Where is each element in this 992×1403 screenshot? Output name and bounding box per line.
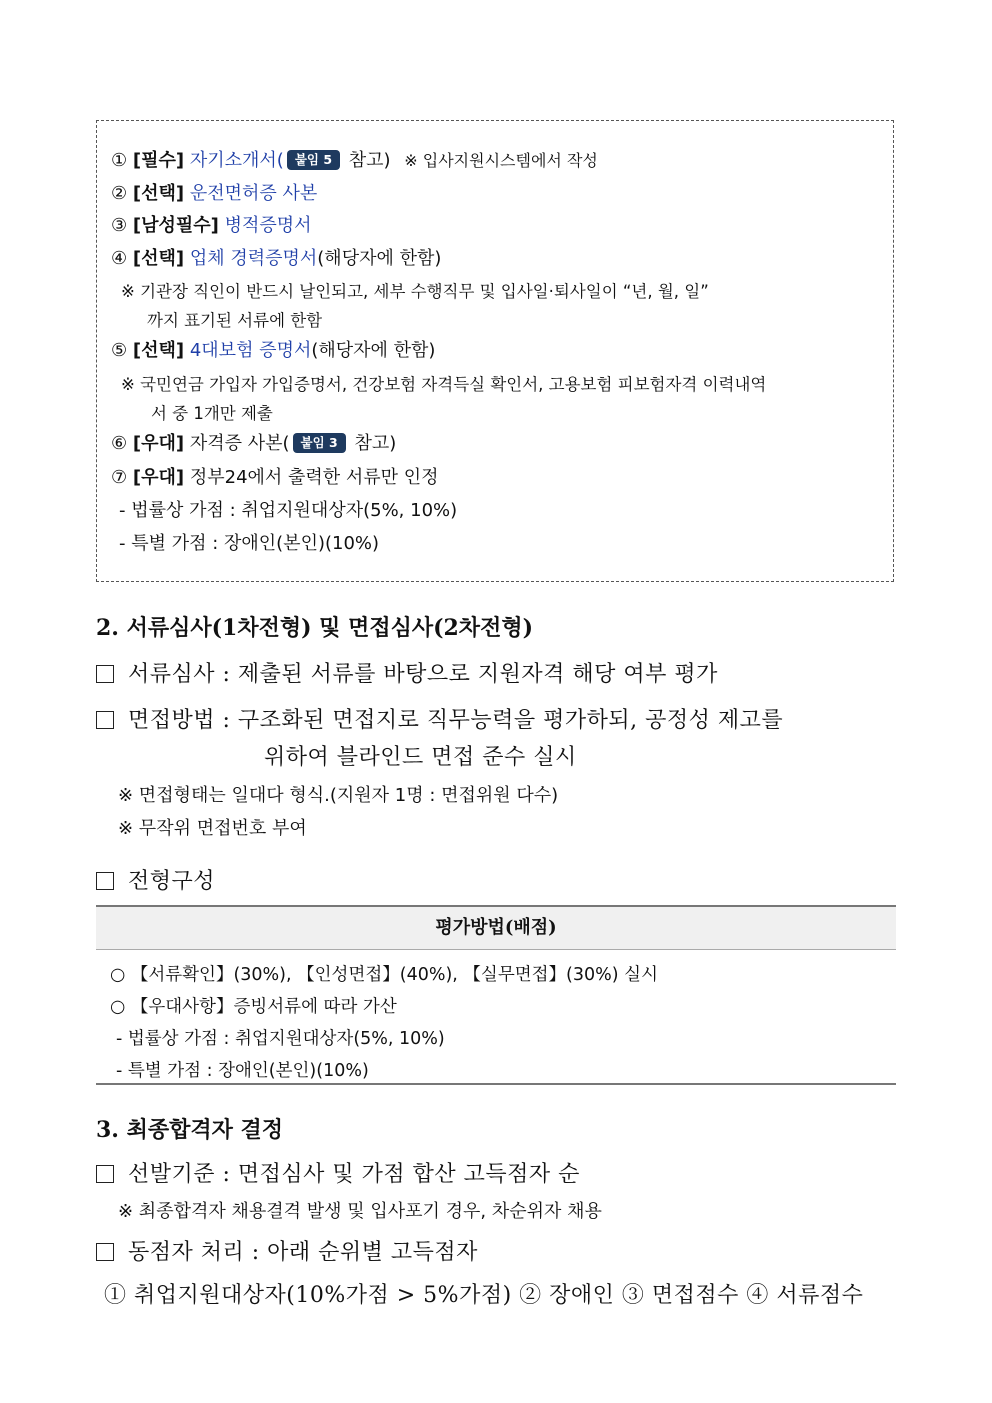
table-row: - 특별 가점 : 장애인(본인)(10%) (116, 1061, 369, 1081)
tie-priority-line: ① 취업지원대상자(10%가점 > 5%가점) ② 장애인 ③ 면접점수 ④ 서류점수 (104, 1283, 864, 1308)
doc-item-7-sub1: - 법률상 가점 : 취업지원대상자(5%, 10%) (119, 500, 458, 521)
item-name: 정부24에서 출력한 서류만 인정 (189, 467, 439, 488)
attachment-badge: 붙임 3 (293, 433, 346, 453)
evaluation-table (96, 905, 896, 1085)
item-tail: 참고) (348, 433, 397, 454)
doc-item-5-note-line2: 서 중 1개만 제출 (151, 404, 273, 423)
item-tag: [필수] (132, 150, 185, 171)
interview-note-1: ※ 면접형태는 일대다 형식.(지원자 1명 : 면접위원 다수) (118, 785, 559, 806)
item-tail: 참고) (343, 150, 391, 171)
criteria-line (96, 1157, 580, 1188)
criteria-text: 선발기준 : 면접심사 및 가점 합산 고득점자 순 (128, 1162, 580, 1187)
interview-method-line1 (96, 703, 783, 734)
section-3-heading: 3. 최종합격자 결정 (96, 1117, 284, 1143)
item-number: ④ (111, 248, 128, 269)
doc-item-4-note-line2: 까지 표기된 서류에 한함 (147, 311, 323, 330)
item-number: ⑦ (111, 467, 128, 488)
doc-item-7-sub2: - 특별 가점 : 장애인(본인)(10%) (119, 533, 380, 554)
table-row: ○ 【우대사항】증빙서류에 따라 가산 (110, 997, 397, 1017)
item-name: 자기소개서( (189, 150, 284, 171)
interview-method-line2: 위하여 블라인드 면접 준수 실시 (264, 745, 577, 770)
tie-line (96, 1235, 478, 1266)
composition-text: 전형구성 (128, 869, 216, 894)
item-number: ⑥ (111, 433, 128, 454)
doc-item-4-note-line1: ※ 기관장 직인이 반드시 날인되고, 세부 수행직무 및 입사일·퇴사일이 “년, 월, 일” (121, 282, 709, 301)
composition-line (96, 864, 215, 895)
checkbox-icon (96, 1165, 114, 1183)
item-tag: [선택] (132, 183, 185, 204)
item-tail: (해당자에 한함) (317, 248, 442, 269)
table-row: - 법률상 가점 : 취업지원대상자(5%, 10%) (116, 1029, 445, 1049)
item-tag: [남성필수] (132, 215, 219, 236)
doc-item-7 (111, 467, 439, 489)
interview-note-2: ※ 무작위 면접번호 부여 (118, 818, 307, 839)
doc-item-4 (111, 248, 441, 270)
doc-item-2 (111, 183, 317, 205)
item-tag: [우대] (132, 467, 185, 488)
item-number: ③ (111, 215, 128, 236)
section-2-heading: 2. 서류심사(1차전형) 및 면접심사(2차전형) (96, 615, 533, 641)
checkbox-icon (96, 711, 114, 729)
table-header: 평가방법(배점) (96, 907, 896, 950)
item-name: 업체 경력증명서 (189, 248, 318, 269)
item-number: ① (111, 150, 128, 171)
item-tag: [우대] (132, 433, 185, 454)
required-documents-box (96, 120, 894, 582)
item-name: 운전면허증 사본 (189, 183, 318, 204)
item-name: 병적증명서 (224, 215, 312, 236)
item-tail: (해당자에 한함) (311, 340, 436, 361)
doc-item-5-note-line1: ※ 국민연금 가입자 가입증명서, 건강보험 자격득실 확인서, 고용보험 피보험자격 이력내역 (121, 375, 767, 394)
item-note: ※ 입사지원시스템에서 작성 (404, 151, 598, 170)
table-row: ○ 【서류확인】(30%), 【인성면접】(40%), 【실무면접】(30%) 실시 (110, 965, 658, 985)
checkbox-icon (96, 665, 114, 683)
item-name: 4대보험 증명서 (189, 340, 312, 361)
item-tag: [선택] (132, 340, 185, 361)
item-name: 자격증 사본( (189, 433, 290, 454)
item-tag: [선택] (132, 248, 185, 269)
doc-item-6 (111, 433, 396, 455)
final-note: ※ 최종합격자 채용결격 발생 및 입사포기 경우, 차순위자 채용 (118, 1201, 602, 1222)
doc-review-text: 서류심사 : 제출된 서류를 바탕으로 지원자격 해당 여부 평가 (128, 662, 718, 687)
doc-item-5 (111, 340, 435, 362)
attachment-badge: 붙임 5 (287, 150, 340, 170)
doc-item-3 (111, 215, 312, 237)
doc-review-line (96, 657, 718, 688)
checkbox-icon (96, 1243, 114, 1261)
item-number: ⑤ (111, 340, 128, 361)
interview-method-text: 면접방법 : 구조화된 면접지로 직무능력을 평가하되, 공정성 제고를 (128, 708, 784, 733)
doc-item-1 (111, 150, 598, 172)
checkbox-icon (96, 872, 114, 890)
item-number: ② (111, 183, 128, 204)
tie-text: 동점자 처리 : 아래 순위별 고득점자 (128, 1240, 478, 1265)
